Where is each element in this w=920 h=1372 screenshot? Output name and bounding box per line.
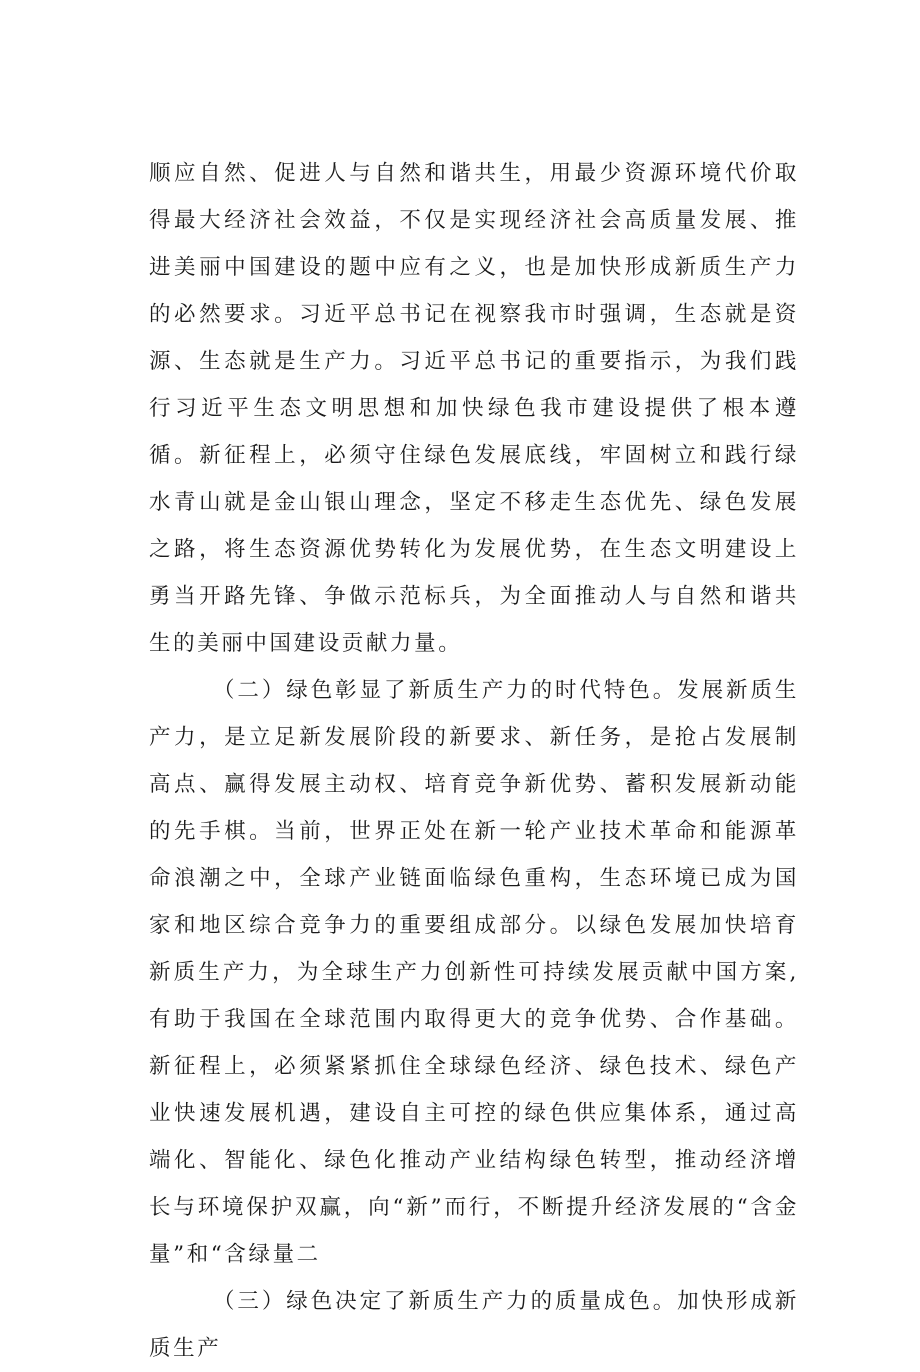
paragraph-3: （三）绿色决定了新质生产力的质量成色。加快形成新质生产 (149, 1289, 799, 1361)
paragraph-1: 顺应自然、促进人与自然和谐共生，用最少资源环境代价取得最大经济社会效益，不仅是实现经济社会高质量发展、推进美丽中国建设的题中应有之义，也是加快形成新质生产力的必然要求。习近平总书记在视察我市时强调，生态就是资源、生态就是生产力。习近平总书记的重要指示，为我们践行习近平生态文明思想和加快绿色我市建设提供了根本遵循。新征程上，必须守住绿色发展底线，牢固树立和践行绿水青山就是金山银山理念，坚定不移走生态优先、绿色发展之路，将生态资源优势转化为发展优势，在生态文明建设上勇当开路先锋、争做示范标兵，为全面推动人与自然和谐共生的美丽中国建设贡献力量。 (149, 161, 799, 656)
paragraph-2: （二）绿色彰显了新质生产力的时代特色。发展新质生产力，是立足新发展阶段的新要求、新任务，是抢占发展制高点、赢得发展主动权、培育竞争新优势、蓄积发展新动能的先手棋。当前，世界正处在新一轮产业技术革命和能源革命浪潮之中，全球产业链面临绿色重构，生态环境已成为国家和地区综合竞争力的重要组成部分。以绿色发展加快培育新质生产力，为全球生产力创新性可持续发展贡献中国方案,有助于我国在全球范围内取得更大的竞争优势、合作基础。新征程上，必须紧紧抓住全球绿色经济、绿色技术、绿色产业快速发展机遇，建设自主可控的绿色供应集体系，通过高端化、智能化、绿色化推动产业结构绿色转型，推动经济增长与环境保护双赢，向“新”而行，不断提升经济发展的“含金量”和“含绿量二 (149, 678, 799, 1267)
document-body (149, 150, 799, 1372)
